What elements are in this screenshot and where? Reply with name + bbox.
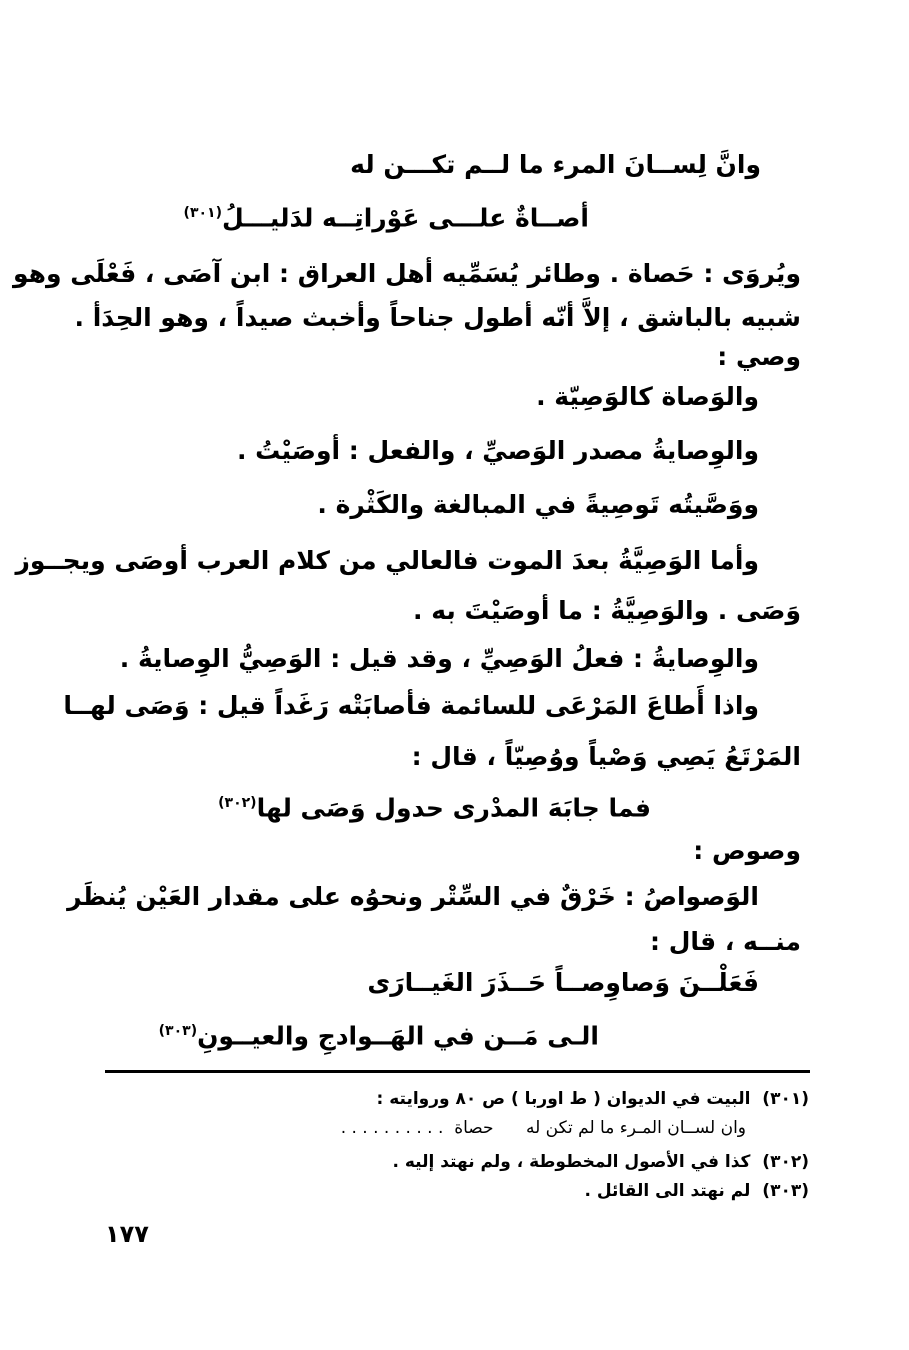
footnote-301-dots: . . . . . . . . . . xyxy=(340,1118,444,1138)
verse1-line2 xyxy=(184,196,589,235)
verse3-line1: فَعَلْــنَ وَصاوِصــاً حَــذَرَ الغَيــارَى xyxy=(367,968,759,997)
verse3-line2 xyxy=(159,1014,599,1053)
line-wisaya-fil: والوِصايةُ : فعلُ الوَصِيِّ ، وقد قيل : الوَصِيُّ الوِصايةُ . xyxy=(119,644,759,673)
footnote-ref-301: (٣٠١) xyxy=(183,205,222,221)
verse2 xyxy=(218,786,651,825)
verse2-text: فما جابَهَ المدْرى حدول وَصَى لها xyxy=(256,793,651,823)
entry-heading-wasi: وصي : xyxy=(717,342,801,371)
verse1-line2-text: أصــاةٌ علـــى عَوْراتِــه لدَليـــلُ xyxy=(221,203,589,233)
footnote-ref-303: (٣٠٣) xyxy=(158,1023,198,1039)
para-waswas-line2: منــه ، قال : xyxy=(650,927,801,956)
line-wasah: والوَصاة كالوَصِيّة . xyxy=(536,382,759,411)
footnote-302-text: كذا في الأصول المخطوطة ، ولم نهتد إليه . xyxy=(392,1152,751,1172)
footnote-303-text: لم نهتد الى القائل . xyxy=(584,1181,751,1201)
verse3-line2-text: الـى مَــن في الهَــوادجِ والعيــونِ xyxy=(197,1021,599,1051)
para-marta-line1: واذا أَطاعَ المَرْعَى للسائمة فأصابَتْه رَغَداً قيل : وَصَى لهــا xyxy=(63,691,759,720)
para-waswas-line1: الوَصواصُ : خَرْقٌ في السِّتْر ونحوُه على مقدار العَيْن يُنظَر xyxy=(67,882,759,911)
para-hasat-line1: ويُروَى : حَصاة . وطائر يُسَمِّيه أهل العراق : ابن آصَى ، فَعْلَى وهو xyxy=(13,259,801,288)
para-wasiyya-line2: وَصَى . والوَصِيَّةُ : ما أوصَيْتَ به . xyxy=(413,596,801,625)
footnote-302-number: (٣٠٢) xyxy=(762,1152,809,1172)
footnote-ref-302: (٣٠٢) xyxy=(218,795,257,811)
para-hasat-line2: شبيه بالباشق ، إلاَّ أنّه أطول جناحاً وأخبث صيداً ، وهو الحِدَأ . xyxy=(74,303,801,332)
entry-heading-waswas: وصوص : xyxy=(693,836,801,865)
footnote-301 xyxy=(376,1088,809,1110)
page-number: ١٧٧ xyxy=(105,1220,149,1248)
footnote-301-verse-a: وان لســان المـرء ما لم تكن له xyxy=(525,1118,746,1138)
footnote-303 xyxy=(584,1180,809,1202)
para-marta-line2: المَرْتَعُ يَصِي وَصْياً ووُصِيّاً ، قال : xyxy=(411,742,801,771)
footnote-separator xyxy=(105,1070,810,1073)
line-wassaytuhu: ووَصَّيتُه تَوصِيةً في المبالغة والكَثْرة . xyxy=(317,490,759,519)
footnote-302 xyxy=(392,1151,809,1173)
footnote-301-number: (٣٠١) xyxy=(762,1089,809,1109)
line-wisaya-masdar: والوِصايةُ مصدر الوَصيِّ ، والفعل : أوصَيْتُ . xyxy=(236,436,759,465)
footnote-301-verse xyxy=(341,1117,746,1139)
footnote-303-number: (٣٠٣) xyxy=(762,1181,809,1201)
footnote-301-text: البيت في الديوان ( ط اوربا ) ص ٨٠ وروايته : xyxy=(376,1089,751,1109)
footnote-301-verse-b: حصاة xyxy=(454,1118,494,1138)
verse1-line1: وانَّ لِســانَ المرء ما لــم تكـــن له xyxy=(350,150,761,179)
para-wasiyya-line1: وأما الوَصِيَّةُ بعدَ الموت فالعالي من كلام العرب أوصَى ويجــوز xyxy=(15,546,759,575)
